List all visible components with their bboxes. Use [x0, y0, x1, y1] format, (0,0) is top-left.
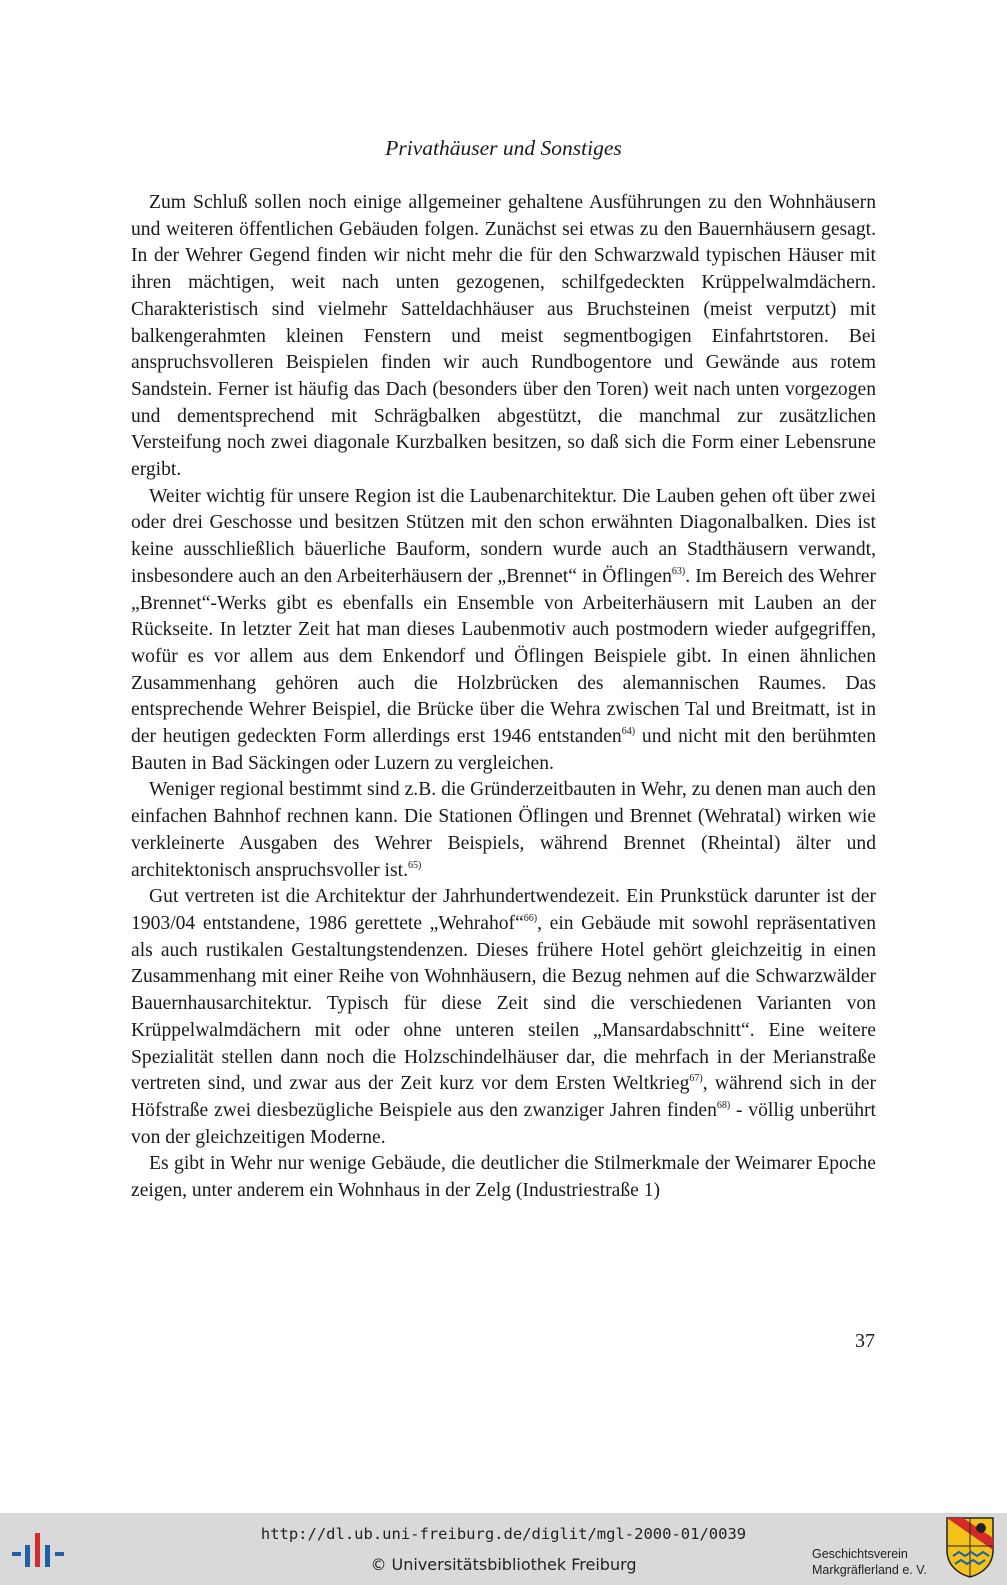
society-name — [812, 1546, 927, 1578]
body-text — [131, 190, 876, 1205]
paragraph-4: Gut vertreten ist die Architektur der Jahrhundertwendezeit. Ein Prunkstück darunter ist der 1903/04 entstandene, 1986 gerettete „Wehrahof“$^{66)}$, ein Gebäude mit sowohl repräsentativen als auch rustikalen Gestaltungstendenzen. Dieses frühere Hotel gehört gleichzeitig in einen Zusammenhang mit einer Reihe von Wohnhäusern, die Bezug nehmen auf die Schwarzwälder Bauernhausarchitektur. Typisch für diese Zeit sind die verschiedenen Varianten von Krüppelwalmdächern mit oder ohne unteren steilen „Mansardabschnitt“. Eine weitere Spezialität stellen dann noch die Holzschindelhäuser dar, die mehrfach in der Merianstraße vertreten sind, und zwar aus der Zeit kurz vor dem Ersten Weltkrieg$^{67)}$, während sich in der Höfstraße zwei diesbezügliche Beispiele aus den zwanziger Jahren finden$^{68)}$ - völlig unberührt von der gleichzeitigen Moderne. — [131, 886, 876, 1148]
society-line-2: Markgräflerland e. V. — [812, 1563, 927, 1577]
footer-copyright: © Universitätsbibliothek Freiburg — [370, 1555, 637, 1574]
page-number: 37 — [855, 1330, 875, 1352]
footnote-ref[interactable]: 64) — [621, 726, 636, 738]
society-line-1: Geschichtsverein — [812, 1547, 908, 1561]
running-title: Privathäuser und Sonstiges — [385, 136, 622, 160]
paragraph-5: Es gibt in Wehr nur wenige Gebäude, die deutlicher die Stilmerkmale der Weimarer Epoche zeigen, unter anderem ein Wohnhaus in der Zelg (Industriestraße 1) — [131, 1153, 876, 1202]
footer-url-link[interactable]: http://dl.ub.uni-freiburg.de/diglit/mgl-2000-01/0039 — [260, 1525, 747, 1543]
footnote-ref[interactable]: 66) — [523, 912, 538, 924]
coat-of-arms-icon — [945, 1516, 995, 1578]
paragraph-2: Weiter wichtig für unsere Region ist die Laubenarchitektur. Die Lauben gehen oft über zwei oder drei Geschosse und besitzen Stützen mit den schon erwähnten Diagonalbalken. Dies ist keine ausschließlich bäuerliche Bauform, sondern wurde auch an Stadthäusern verwandt, insbesondere auch an den Arbeiterhäusern der „Brennet“ in Öflingen$^{63)}$. Im Bereich des Wehrer „Brennet“-Werks gibt es ebenfalls ein Ensemble von Arbeiterhäusern mit Lauben an der Rückseite. In letzter Zeit hat man dieses Laubenmotiv auch postmodern wieder aufgegriffen, wofür es vor allem aus dem Enkendorf und Öflingen Beispiele gibt. In einen ähnlichen Zusammenhang gehören auch die Holzbrücken des alemannischen Raumes. Das entsprechende Wehrer Beispiel, die Brücke über die Wehra zwischen Tal und Breitmatt, ist in der heutigen gedeckten Form allerdings erst 1946 entstanden$^{64)}$ und nicht mit den berühmten Bauten in Bad Säckingen oder Luzern zu vergleichen. — [131, 485, 876, 774]
paragraph-1: Zum Schluß sollen noch einige allgemeiner gehaltene Ausführungen zu den Wohnhäusern und weiteren öffentlichen Gebäuden folgen. Zunächst sei etwas zu den Bauernhäusern gesagt. In der Wehrer Gegend finden wir nicht mehr die für den Schwarzwald typischen Häuser mit ihren mächtigen, weit nach unten gezogenen, schilfgedeckten Krüppelwalmdächern. Charakteristisch sind vielmehr Satteldachhäuser aus Bruchsteinen (meist verputzt) mit balkengerahmten kleinen Fenstern und meist segmentbogigen Einfahrtstoren. Bei anspruchsvolleren Beispielen finden wir auch Rundbogentore und Gewände aus rotem Sandstein. Ferner ist häufig das Dach (besonders über den Toren) weit nach unten vorgezogen und dementsprechend mit Schrägbalken abgestützt, die manchmal zur zusätzlichen Versteifung noch zwei diagonale Kurzbalken besitzen, so daß sich die Form einer Lebensrune ergibt. — [131, 192, 876, 481]
footer-bar — [0, 1513, 1007, 1585]
footnote-ref[interactable]: 65) — [407, 859, 422, 871]
paragraph-3: Weniger regional bestimmt sind z.B. die Gründerzeitbauten in Wehr, zu denen man auch den einfachen Bahnhof rechnen kann. Die Stationen Öflingen und Brennet (Wehratal) wirken wie verkleinerte Ausgaben des Wehrer Beispiels, während Brennet (Rheintal) älter und architektonisch anspruchsvoller ist.$^{65)}$ — [131, 779, 876, 881]
footnote-ref[interactable]: 63) — [671, 565, 686, 577]
footnote-ref[interactable]: 67) — [689, 1073, 703, 1085]
footnote-ref[interactable]: 68) — [716, 1099, 731, 1111]
